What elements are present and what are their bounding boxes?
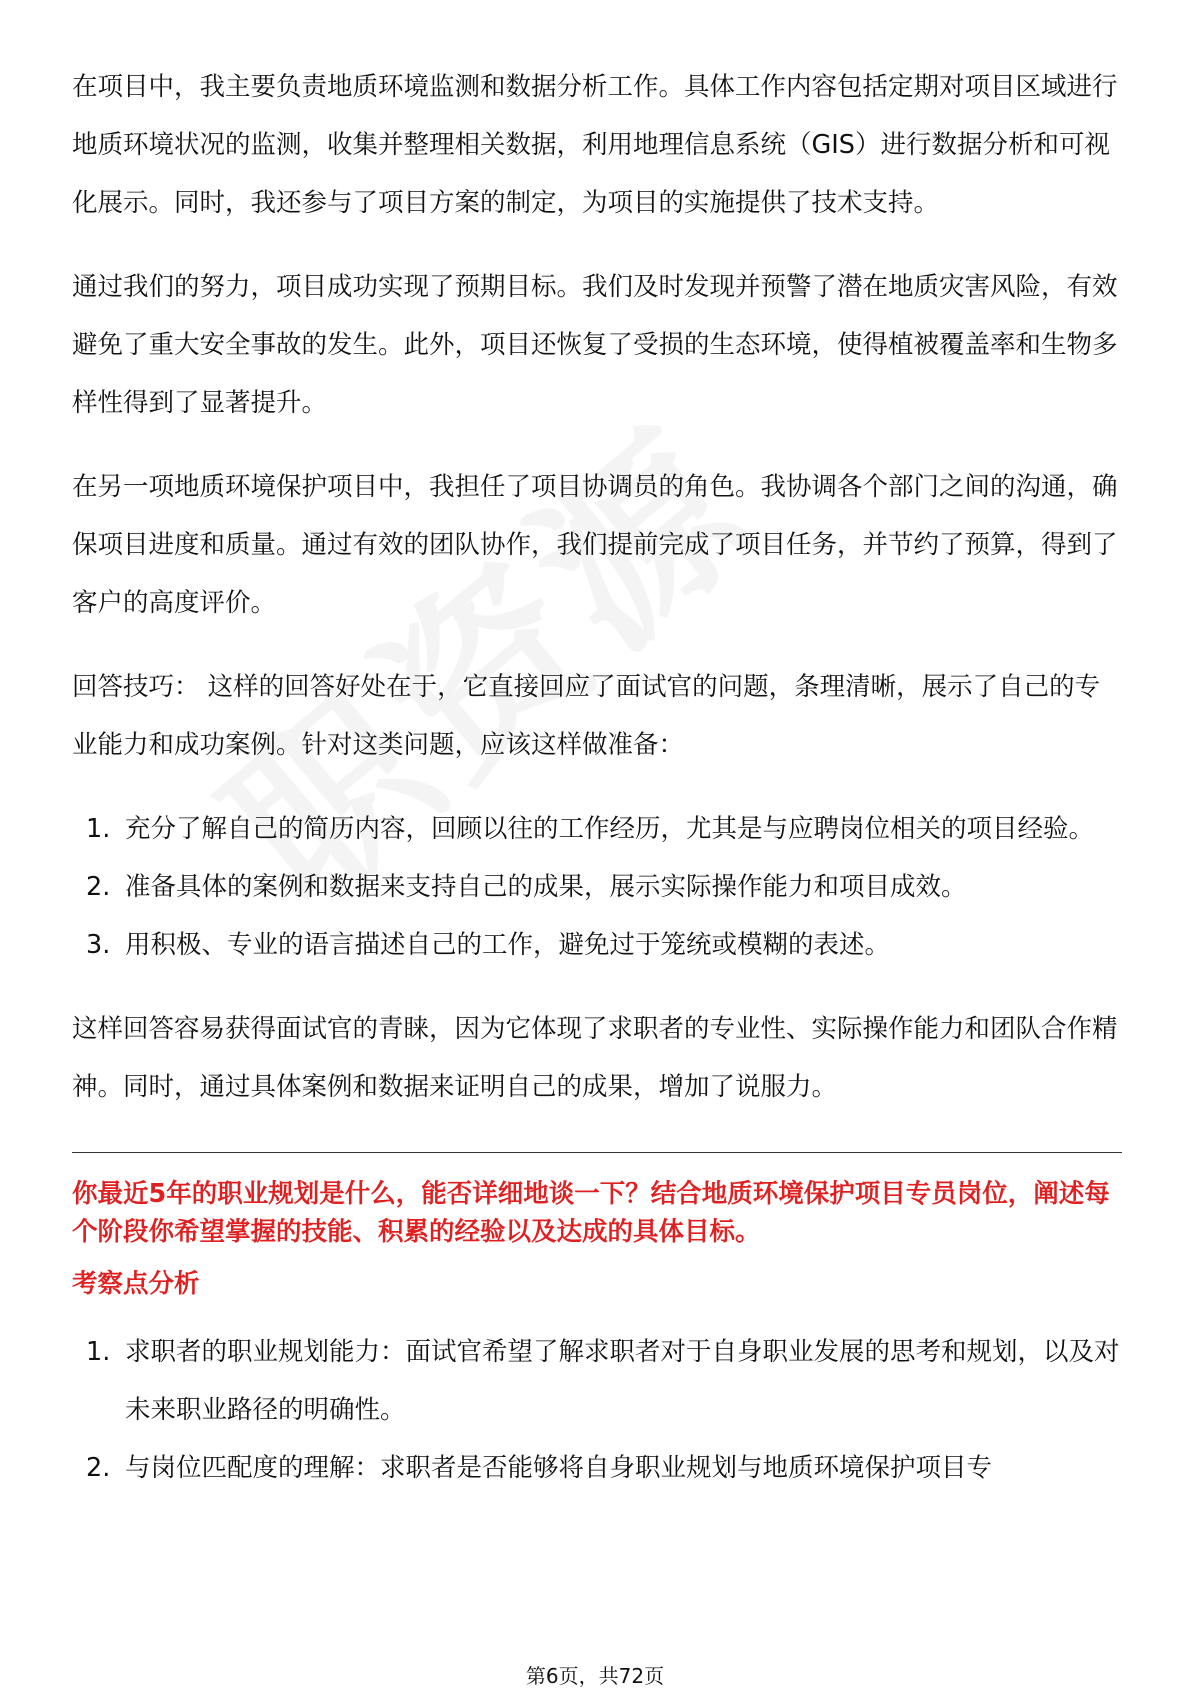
interview-question: 你最近5年的职业规划是什么，能否详细地谈一下？结合地质环境保护项目专员岗位，阐述每个阶段你希望掌握的技能、积累的经验以及达成的具体目标。 <box>72 1179 1110 1247</box>
list-item <box>72 858 1122 916</box>
list-item-text: 求职者的职业规划能力：面试官希望了解求职者对于自身职业发展的思考和规划，以及对未来职业路径的明确性。 <box>125 1337 1120 1425</box>
list-number: 2. <box>86 1453 111 1483</box>
list-item <box>72 800 1122 858</box>
analysis-heading: 考察点分析 <box>72 1269 200 1299</box>
section-divider <box>72 1152 1122 1153</box>
list-item-text: 充分了解自己的简历内容，回顾以往的工作经历，尤其是与应聘岗位相关的项目经验。 <box>125 814 1095 844</box>
list-item-text: 与岗位匹配度的理解：求职者是否能够将自身职业规划与地质环境保护项目专 <box>125 1453 993 1483</box>
paragraph-project-results: 通过我们的努力，项目成功实现了预期目标。我们及时发现并预警了潜在地质灾害风险，有效避免了重大安全事故的发生。此外，项目还恢复了受损的生态环境，使得植被覆盖率和生物多样性得到了显著提升。 <box>72 272 1118 418</box>
list-item <box>72 916 1122 974</box>
list-number: 2. <box>86 872 111 902</box>
list-number: 1. <box>86 814 111 844</box>
list-item <box>72 1323 1122 1439</box>
list-item <box>72 1439 1122 1497</box>
tips-list <box>72 800 1122 974</box>
list-item-text: 用积极、专业的语言描述自己的工作，避免过于笼统或模糊的表述。 <box>125 930 891 960</box>
page-content <box>72 58 1122 1497</box>
paragraph-conclusion: 这样回答容易获得面试官的青睐，因为它体现了求职者的专业性、实际操作能力和团队合作精神。同时，通过具体案例和数据来证明自己的成果，增加了说服力。 <box>72 1014 1118 1102</box>
paragraph-project-duties: 在项目中，我主要负责地质环境监测和数据分析工作。具体工作内容包括定期对项目区域进行地质环境状况的监测，收集并整理相关数据，利用地理信息系统（GIS）进行数据分析和可视化展示。同时，我还参与了项目方案的制定，为项目的实施提供了技术支持。 <box>72 72 1118 218</box>
page-footer: 第6页，共72页 <box>525 1664 665 1688</box>
paragraph-answer-tips: 回答技巧： 这样的回答好处在于，它直接回应了面试官的问题，条理清晰，展示了自己的专业能力和成功案例。针对这类问题，应该这样做准备： <box>72 672 1101 760</box>
paragraph-coordinator-role: 在另一项地质环境保护项目中，我担任了项目协调员的角色。我协调各个部门之间的沟通，确保项目进度和质量。通过有效的团队协作，我们提前完成了项目任务，并节约了预算，得到了客户的高度评价。 <box>72 472 1118 618</box>
list-number: 1. <box>86 1337 111 1367</box>
list-number: 3. <box>86 930 111 960</box>
analysis-list <box>72 1323 1122 1497</box>
list-item-text: 准备具体的案例和数据来支持自己的成果，展示实际操作能力和项目成效。 <box>125 872 967 902</box>
